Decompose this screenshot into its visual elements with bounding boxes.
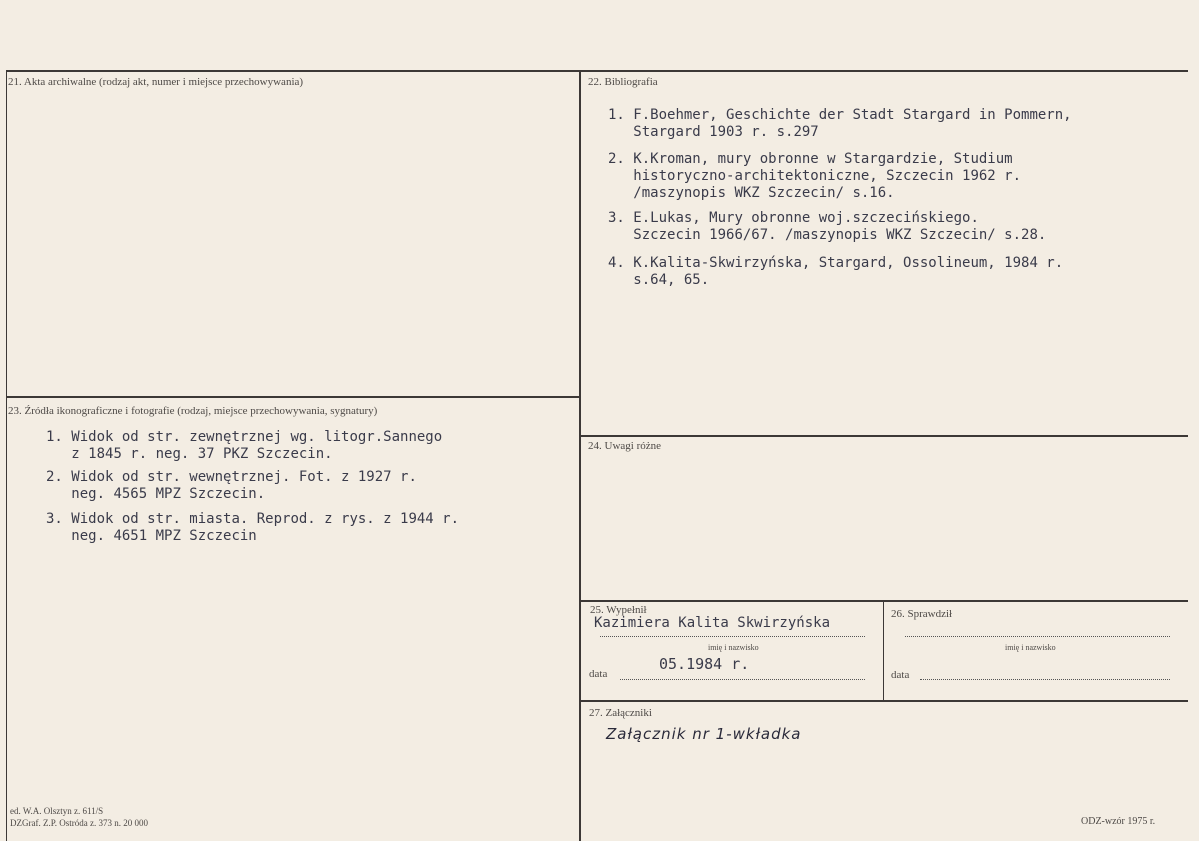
source-item-1: 1. Widok od str. zewnętrznej wg. litogr.Sannego z 1845 r. neg. 37 PKZ Szczecin.	[46, 429, 443, 462]
rule-21-23	[6, 396, 580, 398]
bibliography-item-4: 4. K.Kalita-Skwirzyńska, Stargard, Ossolineum, 1984 r. s.64, 65.	[608, 255, 1064, 288]
rule-25-27	[581, 700, 1188, 702]
filled-by-date-label: data	[589, 668, 608, 680]
section-23-label: 23. Źródła ikonograficzne i fotografie (rodzaj, miejsce przechowywania, sygnatury)	[8, 405, 378, 417]
filled-by-name-caption: imię i nazwisko	[708, 643, 759, 652]
form-version: ODZ-wzór 1975 r.	[1081, 816, 1156, 827]
bibliography-item-1: 1. F.Boehmer, Geschichte der Stadt Stargard in Pommern, Stargard 1903 r. s.297	[608, 107, 1072, 140]
section-26-label: 26. Sprawdził	[891, 608, 953, 620]
checked-by-date-line	[920, 679, 1170, 680]
print-info-line-1: ed. W.A. Olsztyn z. 611/S	[10, 806, 104, 816]
filled-by-name: Kazimiera Kalita Skwirzyńska	[594, 615, 831, 631]
bibliography-item-3: 3. E.Lukas, Mury obronne woj.szczecińskiego. Szczecin 1966/67. /maszynopis WKZ Szczecin/ s.28.	[608, 210, 1047, 243]
rule-24-25	[581, 600, 1188, 602]
filled-by-name-line	[600, 636, 865, 637]
attachments-handwritten: Załącznik nr 1-wkładka	[606, 725, 802, 743]
source-item-2: 2. Widok od str. wewnętrznej. Fot. z 1927 r. neg. 4565 MPZ Szczecin.	[46, 469, 417, 502]
top-rule	[6, 70, 1188, 72]
checked-by-name-caption: imię i nazwisko	[1005, 643, 1056, 652]
section-25-label: 25. Wypełnił	[590, 604, 647, 616]
filled-by-date: 05.1984 r.	[659, 655, 750, 673]
section-22-label: 22. Bibliografia	[588, 76, 658, 88]
section-27-label: 27. Załączniki	[589, 707, 652, 719]
rule-25-26	[883, 600, 884, 700]
checked-by-name-line	[905, 636, 1170, 637]
section-24-label: 24. Uwagi różne	[588, 440, 662, 452]
left-edge-rule	[6, 70, 7, 841]
print-info-line-2: DZGraf. Z.P. Ostróda z. 373 n. 20 000	[10, 818, 148, 828]
filled-by-date-line	[620, 679, 865, 680]
checked-by-date-label: data	[891, 669, 910, 681]
source-item-3: 3. Widok od str. miasta. Reprod. z rys. z 1944 r. neg. 4651 MPZ Szczecin	[46, 511, 460, 544]
bibliography-item-2: 2. K.Kroman, mury obronne w Stargardzie, Studium historyczno-architektoniczne, Szczecin 1962 r. /maszynopis WKZ Szczecin/ s.16.	[608, 151, 1022, 201]
rule-22-24	[581, 435, 1188, 437]
center-rule	[579, 70, 581, 841]
section-21-label: 21. Akta archiwalne (rodzaj akt, numer i miejsce przechowywania)	[8, 76, 304, 88]
